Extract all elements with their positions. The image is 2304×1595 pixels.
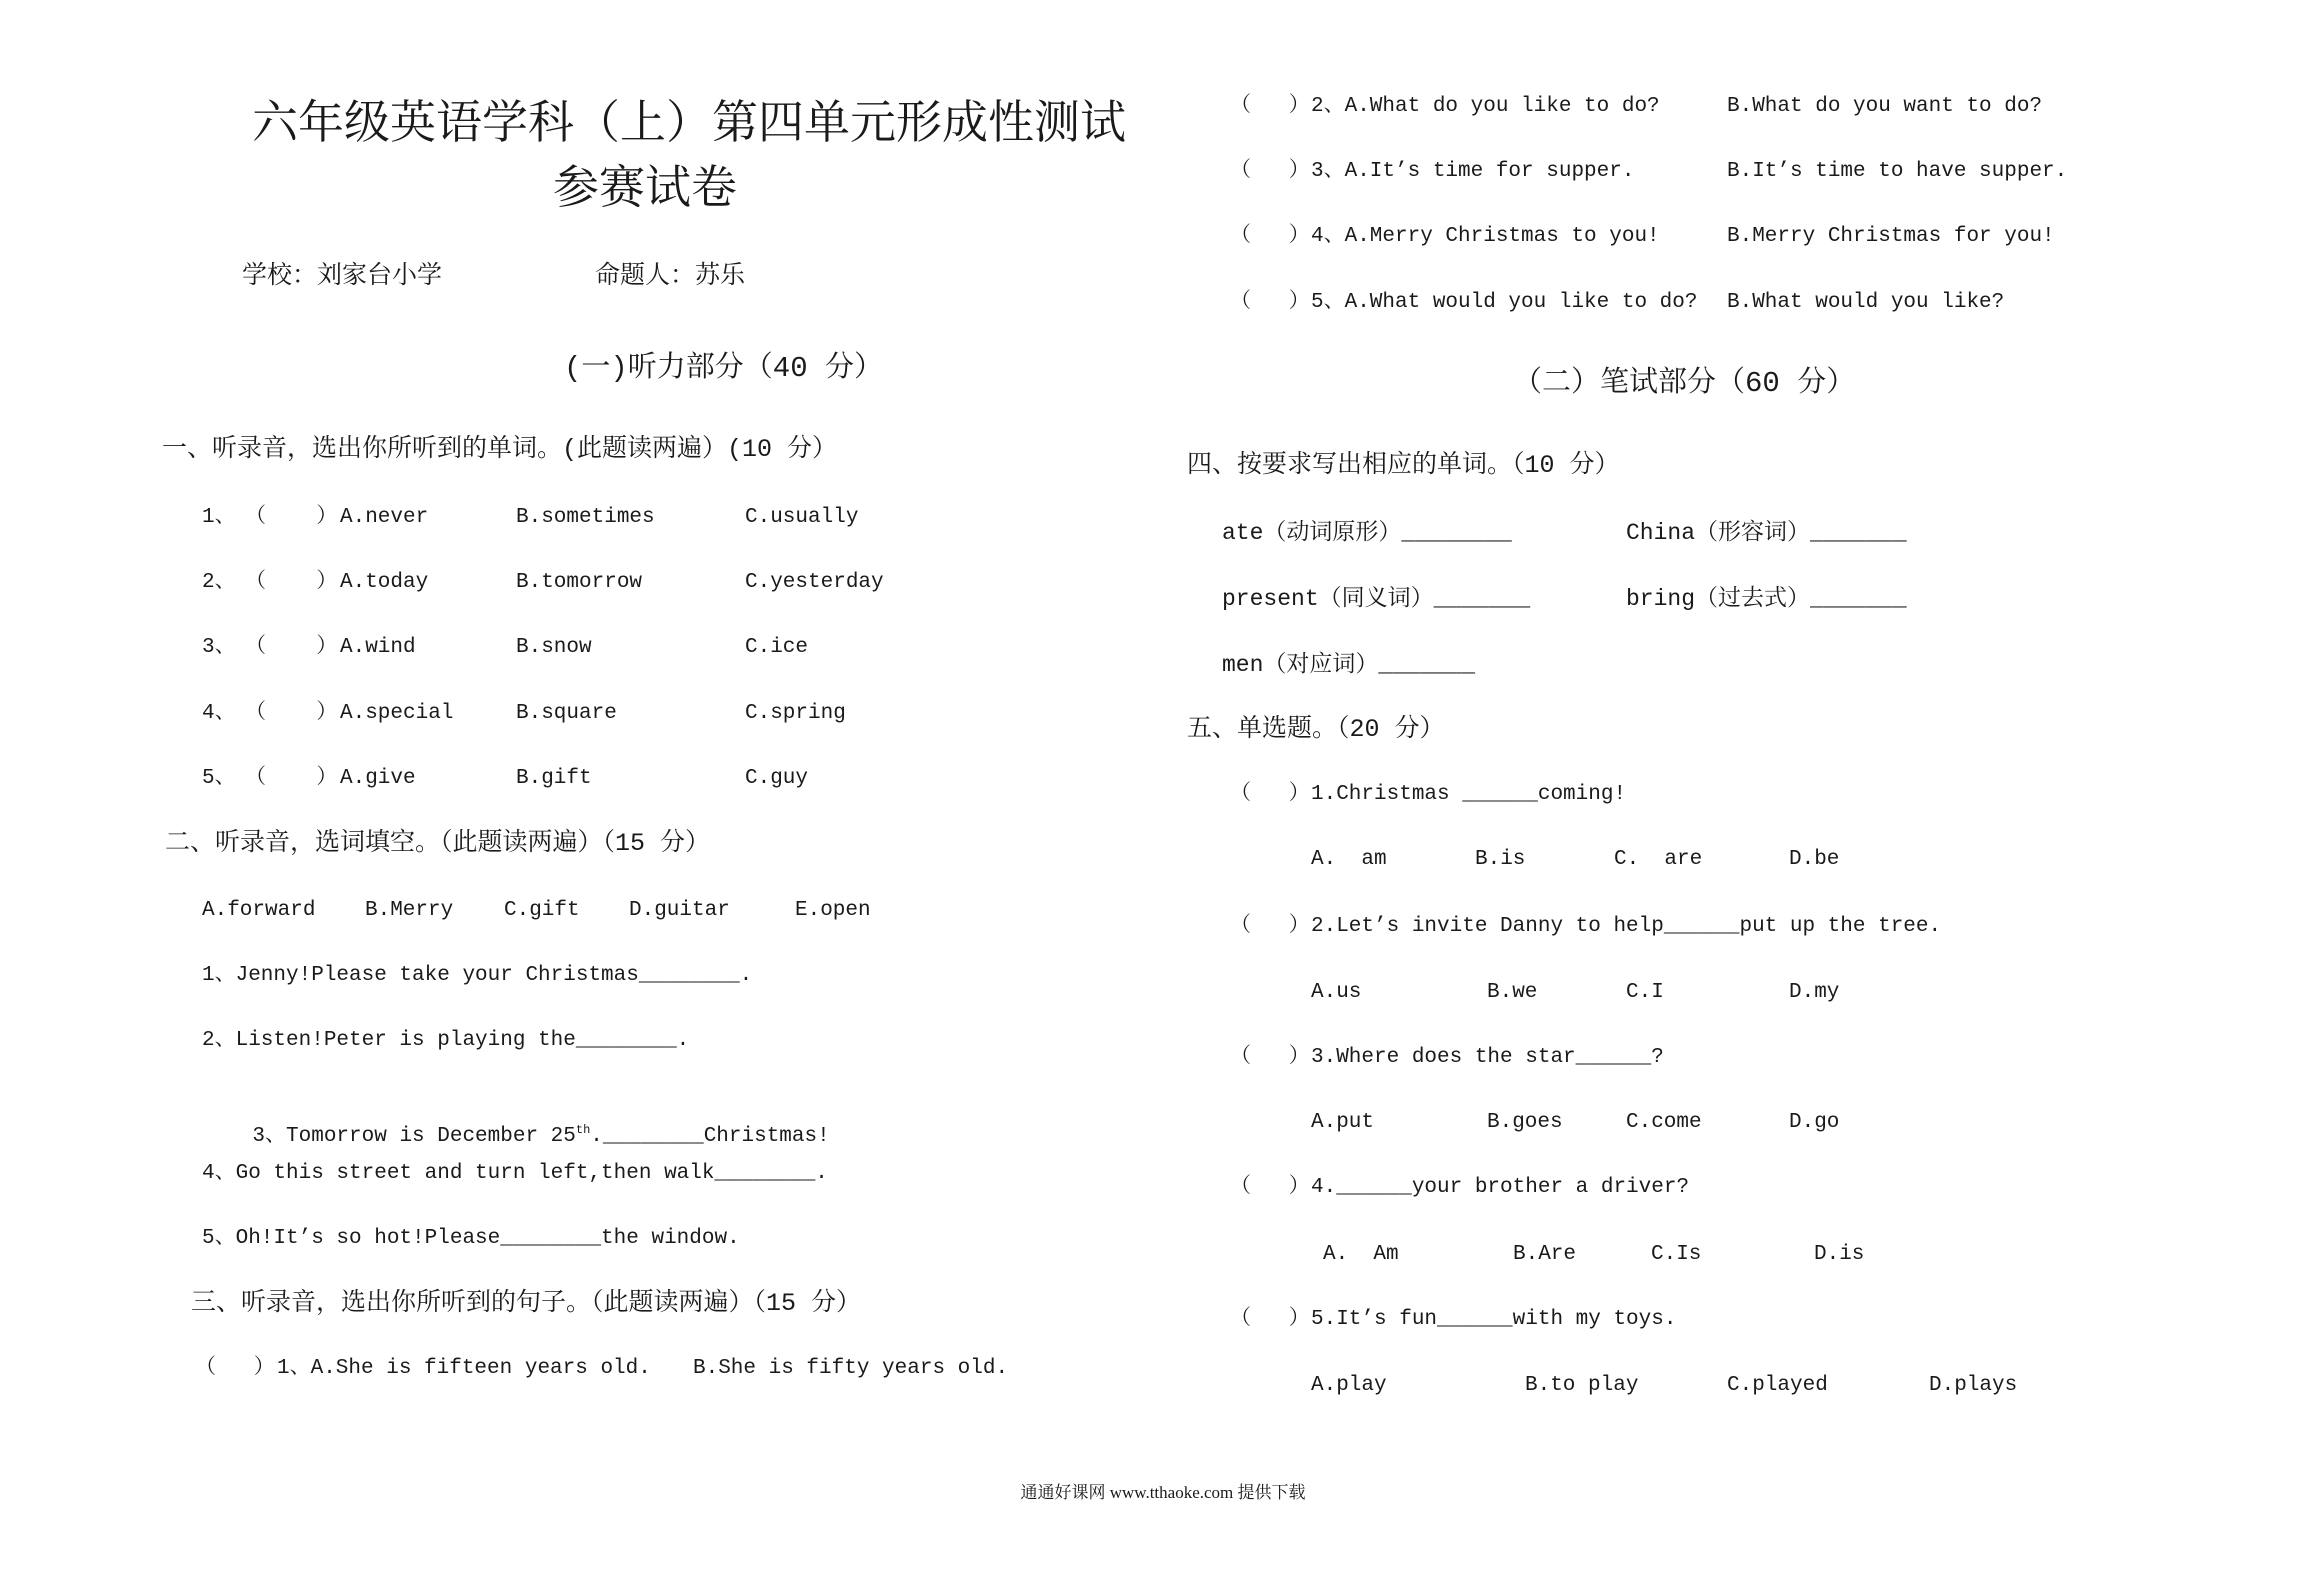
option-a: 1、A.She is fifteen years old. [277,1357,651,1380]
answer-bracket: （ ） [245,636,338,659]
option-a: 3、A.It’s time for supper. [1311,160,1635,183]
question-stem: 4.______your brother a driver? [1311,1176,1690,1199]
answer-bracket: （ ） [1230,1176,1310,1199]
sentence-text: .________Christmas! [590,1125,830,1148]
option-d: D.my [1789,981,1840,1004]
fill-in-sentence: 5、Oh!It’s so hot!Please________the window. [202,1227,740,1250]
word-bank-option: B.Merry [365,899,454,922]
section5-heading: 五、单选题。（20 分） [1187,715,1445,744]
option-b: B.square [516,702,617,725]
option-c: C.guy [745,767,809,790]
option-c: C.come [1626,1111,1702,1134]
word-bank-option: A.forward [202,899,316,922]
section3-heading: 三、听录音，选出你所听到的句子。（此题读两遍）（15 分） [191,1289,862,1318]
section1-heading: 一、听录音，选出你所听到的单词。(此题读两遍）(10 分） [162,435,838,464]
option-c: C.I [1626,981,1664,1004]
option-a: A. am [1311,848,1387,871]
option-a: A. Am [1323,1243,1399,1266]
answer-bracket: （ ） [1230,95,1310,118]
ordinal-superscript: th [575,1123,591,1137]
answer-bracket: （ ） [1230,783,1310,806]
answer-bracket: （ ） [1230,160,1310,183]
fill-in-sentence: 4、Go this street and turn left,then walk________. [202,1162,828,1185]
option-a: A.special [340,702,454,725]
word-bank-option: D.guitar [629,899,730,922]
answer-bracket: （ ） [245,702,338,725]
item-number: 3、 [202,636,236,659]
author-label: 命题人：苏乐 [595,262,746,291]
option-b: B.tomorrow [516,571,643,594]
item-number: 1、 [202,506,236,529]
answer-bracket: （ ） [245,506,338,529]
question-stem: 2.Let’s invite Danny to help______put up the tree. [1311,915,1942,938]
answer-bracket: （ ） [195,1357,275,1380]
listening-sentence-item [195,1354,1009,1504]
answer-bracket: （ ） [1230,1046,1310,1069]
option-a: A.play [1311,1374,1387,1397]
option-a: 2、A.What do you like to do? [1311,95,1660,118]
option-b: B.is [1475,848,1526,871]
option-d: D.plays [1929,1374,2018,1397]
option-a: A.today [340,571,429,594]
section2-heading: 二、听录音，选词填空。（此题读两遍）（15 分） [165,829,711,858]
answer-bracket: （ ） [1230,915,1310,938]
option-a: A.never [340,506,429,529]
question-stem: 5.It’s fun______with my toys. [1311,1308,1677,1331]
word-form-item: bring（过去式）_______ [1626,586,1907,612]
part1-heading: (一)听力部分（40 分） [564,352,884,385]
word-bank-option: E.open [795,899,871,922]
part2-heading: （二）笔试部分（60 分） [1513,367,1856,400]
item-number: 5、 [202,767,236,790]
option-b: B.snow [516,636,592,659]
option-b: B.to play [1525,1374,1639,1397]
fill-in-sentence: 1、Jenny!Please take your Christmas________. [202,964,753,987]
footer-credit: 通通好课网 www.tthaoke.com 提供下载 [1020,1483,1306,1502]
answer-bracket: （ ） [245,571,338,594]
option-d: D.be [1789,848,1840,871]
option-c: C.ice [745,636,809,659]
answer-bracket: （ ） [245,767,338,790]
exam-title-line1: 六年级英语学科（上）第四单元形成性测试 [252,97,1126,148]
option-c: C. are [1614,848,1703,871]
option-a: 5、A.What would you like to do? [1311,291,1698,314]
option-c: C.spring [745,702,846,725]
exam-title-line2: 参赛试卷 [553,162,737,213]
word-form-item: present（同义词）_______ [1222,586,1531,612]
item-number: 4、 [202,702,236,725]
word-form-item: men（对应词）_______ [1222,652,1476,678]
option-b: B.goes [1487,1111,1563,1134]
option-b: B.What do you want to do? [1727,95,2043,118]
option-a: 4、A.Merry Christmas to you! [1311,225,1660,248]
option-a: A.give [340,767,416,790]
option-c: C.Is [1651,1243,1702,1266]
answer-bracket: （ ） [1230,291,1310,314]
fill-in-sentence: 2、Listen!Peter is playing the________. [202,1029,690,1052]
option-c: C.yesterday [745,571,884,594]
option-b: B.Merry Christmas for you! [1727,225,2055,248]
answer-bracket: （ ） [1230,1308,1310,1331]
option-b: B.gift [516,767,592,790]
option-a: A.wind [340,636,416,659]
word-bank-option: C.gift [504,899,580,922]
option-b: B.we [1487,981,1538,1004]
option-b: B.Are [1513,1243,1577,1266]
option-b: B.sometimes [516,506,655,529]
item-number: 2、 [202,571,236,594]
option-a: A.us [1311,981,1362,1004]
question-stem: 1.Christmas ______coming! [1311,783,1627,806]
choice-options [1311,1371,2018,1551]
option-c: C.usually [745,506,859,529]
option-d: D.go [1789,1111,1840,1134]
sentence-text: 3、Tomorrow is December 25 [252,1125,576,1148]
option-d: D.is [1814,1243,1865,1266]
option-b: B.It’s time to have supper. [1727,160,2068,183]
answer-bracket: （ ） [1230,225,1310,248]
option-b: B.What would you like? [1727,291,2005,314]
word-form-item: China（形容词）_______ [1626,520,1907,546]
option-c: C.played [1727,1374,1828,1397]
section4-heading: 四、按要求写出相应的单词。（10 分） [1187,451,1620,480]
option-a: A.put [1311,1111,1375,1134]
word-form-item: ate（动词原形）________ [1222,520,1512,546]
school-label: 学校：刘家台小学 [242,262,443,291]
option-b: B.She is fifty years old. [693,1357,1009,1380]
question-stem: 3.Where does the star______? [1311,1046,1664,1069]
